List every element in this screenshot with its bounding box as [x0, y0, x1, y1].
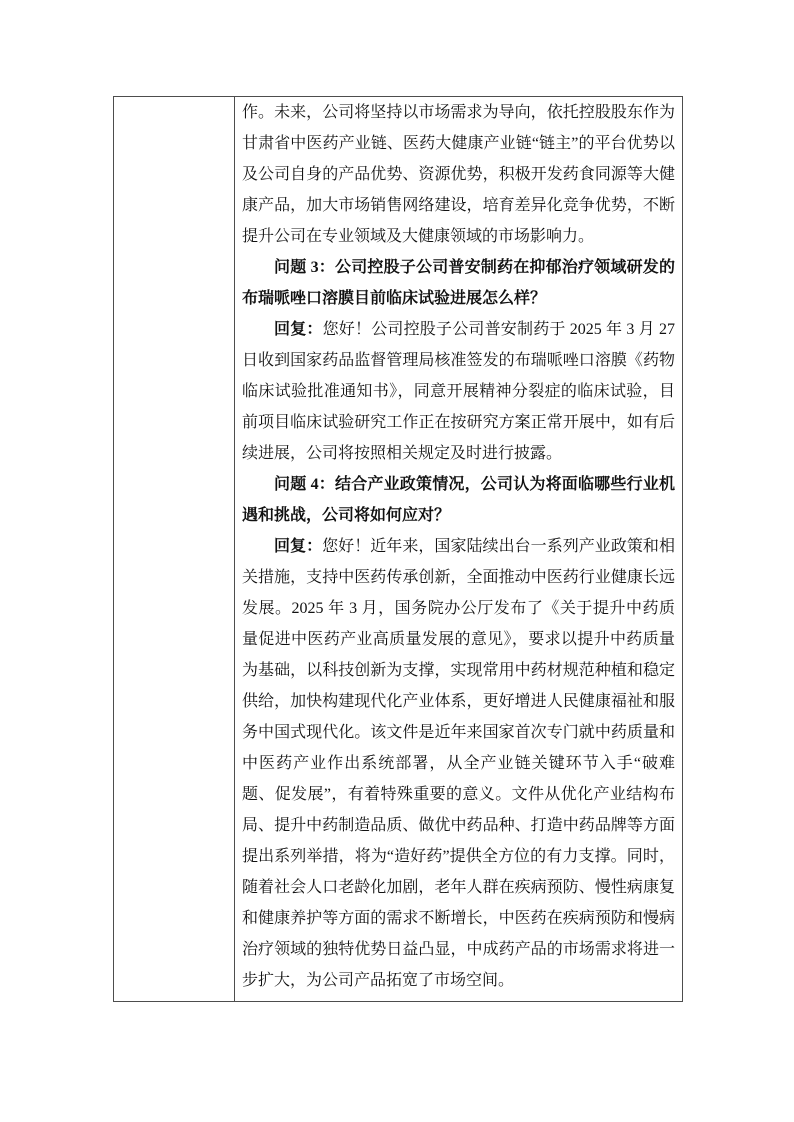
- table-content-cell: [235, 97, 682, 1001]
- text-run: 您好！近年来，国家陆续出台一系列产业政策和相关措施，支持中医药传承创新，全面推动中医药行业健康长远发展。2025 年 3 月，国务院办公厅发布了《关于提升中药质量促进中医药产业高质量发展的意见》，要求以提升中药质量为基础，以科技创新为支撑，实现常用中药材规范种植和稳定供给，加快构建现代化产业体系，更好增进人民健康福祉和服务中国式现代化。该文件是近年来国家首次专门就中药质量和中医药产业作出系统部署，从全产业链关键环节入手“破难题、促发展”，有着特殊重要的意义。文件从优化产业结构布局、提升中药制造品质、做优中药品种、打造中药品牌等方面提出系列举措，将为“造好药”提供全方位的有力支撑。同时，随着社会人口老龄化加剧，老年人群在疾病预防、慢性病康复和健康养护等方面的需求不断增长，中医药在疾病预防和慢病治疗领域的独特优势日益凸显，中成药产品的市场需求将进一步扩大，为公司产品拓宽了市场空间。: [242, 538, 675, 989]
- table-left-cell: [114, 97, 235, 1001]
- bold-text-run: 问题 3：公司控股子公司普安制药在抑郁治疗领域研发的布瑞哌唑口溶膜目前临床试验进展怎么样？: [242, 259, 675, 307]
- qa-table: [113, 96, 683, 1002]
- paragraph: [242, 531, 675, 996]
- text-run: 您好！公司控股子公司普安制药于 2025 年 3 月 27 日收到国家药品监督管理局核准签发的布瑞哌唑口溶膜《药物临床试验批准通知书》，同意开展精神分裂症的临床试验，目前项目临床试验研究工作正在按研究方案正常开展中，如有后续进展，公司将按照相关规定及时进行披露。: [242, 321, 675, 462]
- paragraph: [242, 97, 675, 252]
- bold-text-run: 回复：: [274, 321, 323, 338]
- paragraph: [242, 252, 675, 314]
- text-run: 作。未来，公司将坚持以市场需求为导向，依托控股股东作为甘肃省中医药产业链、医药大健康产业链“链主”的平台优势以及公司自身的产品优势、资源优势，积极开发药食同源等大健康产品，加大市场销售网络建设，培育差异化竞争优势，不断提升公司在专业领域及大健康领域的市场影响力。: [242, 104, 675, 245]
- bold-text-run: 回复：: [274, 538, 323, 555]
- paragraph: [242, 314, 675, 469]
- bold-text-run: 问题 4：结合产业政策情况，公司认为将面临哪些行业机遇和挑战，公司将如何应对？: [242, 476, 675, 524]
- paragraph: [242, 469, 675, 531]
